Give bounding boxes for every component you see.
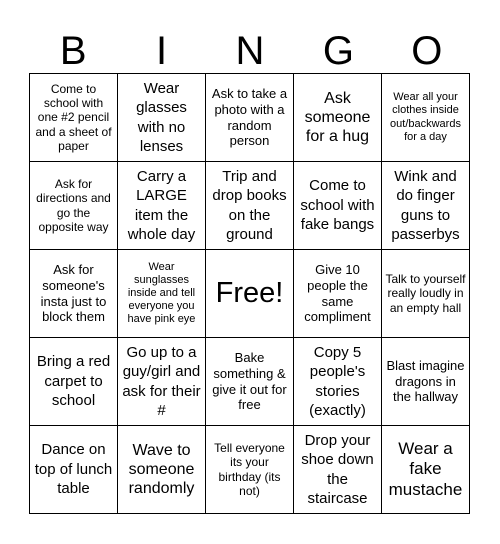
bingo-header <box>29 28 471 74</box>
bingo-cell[interactable]: Wink and do finger guns to passerbys <box>382 162 470 250</box>
bingo-cell[interactable]: Carry a LARGE item the whole day <box>118 162 206 250</box>
bingo-cell[interactable]: Blast imagine dragons in the hallway <box>382 338 470 426</box>
bingo-cell[interactable]: Ask for directions and go the opposite way <box>30 162 118 250</box>
bingo-cell[interactable]: Bake something & give it out for free <box>206 338 294 426</box>
bingo-cell[interactable]: Copy 5 people's stories (exactly) <box>294 338 382 426</box>
header-letter-n: N <box>235 29 265 73</box>
bingo-cell[interactable]: Ask someone for a hug <box>294 74 382 162</box>
bingo-cell[interactable]: Wear a fake mustache <box>382 426 470 514</box>
bingo-cell[interactable]: Tell everyone its your birthday (its not) <box>206 426 294 514</box>
header-letter-g: G <box>322 29 354 73</box>
free-space[interactable]: Free! <box>206 250 294 338</box>
bingo-cell[interactable]: Ask to take a photo with a random person <box>206 74 294 162</box>
bingo-cell[interactable]: Go up to a guy/girl and ask for their # <box>118 338 206 426</box>
bingo-cell[interactable]: Trip and drop books on the ground <box>206 162 294 250</box>
bingo-cell[interactable]: Come to school with one #2 pencil and a sheet of paper <box>30 74 118 162</box>
bingo-cell[interactable]: Ask for someone's insta just to block them <box>30 250 118 338</box>
bingo-cell[interactable]: Talk to yourself really loudly in an empty hall <box>382 250 470 338</box>
bingo-grid <box>29 73 470 514</box>
header-letter-b: B <box>59 29 87 73</box>
bingo-cell[interactable]: Wear sunglasses inside and tell everyone you have pink eye <box>118 250 206 338</box>
header-letter-i: I <box>156 29 168 73</box>
bingo-cell[interactable]: Bring a red carpet to school <box>30 338 118 426</box>
bingo-cell[interactable]: Wave to someone randomly <box>118 426 206 514</box>
bingo-cell[interactable]: Give 10 people the same compliment <box>294 250 382 338</box>
bingo-cell[interactable]: Dance on top of lunch table <box>30 426 118 514</box>
bingo-cell[interactable]: Drop your shoe down the staircase <box>294 426 382 514</box>
header-letter-o: O <box>411 29 443 73</box>
bingo-cell[interactable]: Wear glasses with no lenses <box>118 74 206 162</box>
bingo-cell[interactable]: Wear all your clothes inside out/backwards for a day <box>382 74 470 162</box>
bingo-cell[interactable]: Come to school with fake bangs <box>294 162 382 250</box>
